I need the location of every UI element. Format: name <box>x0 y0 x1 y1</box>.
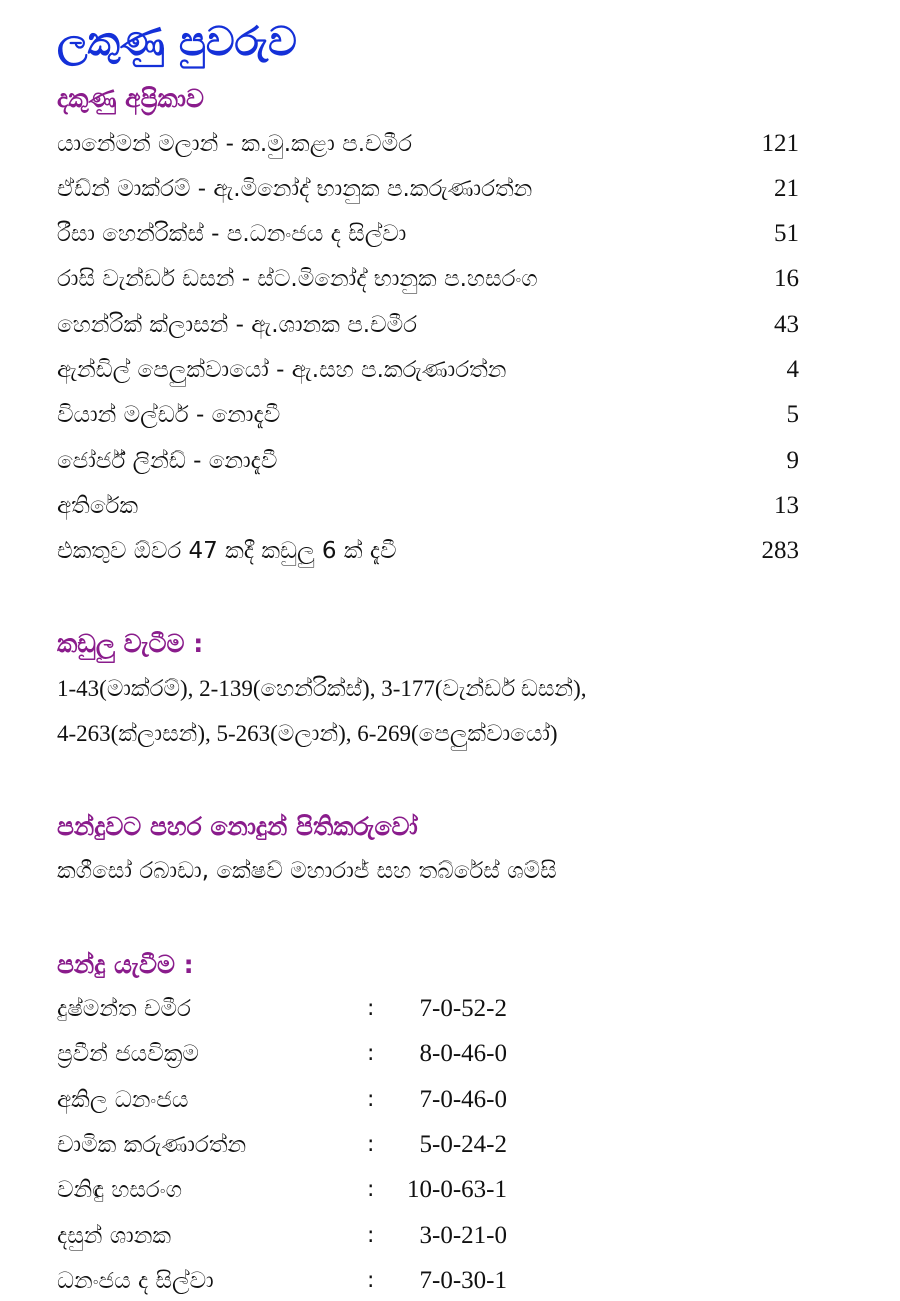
separator: : <box>367 996 375 1021</box>
bowling-row <box>57 1034 757 1074</box>
batter-runs: 16 <box>774 265 799 292</box>
bowling-row <box>57 989 757 1029</box>
batter-name: ජෝර්ජ් ලින්ඩ් - නොදැවී <box>57 448 278 474</box>
batter-runs: 121 <box>761 130 799 157</box>
bowling-heading: පන්දු යැවීම : <box>57 950 194 979</box>
fall-of-wickets-line: 1-43(මාක්රම්), 2-139(හෙන්රික්ස්), 3-177(වැන්ඩර් ඩසන්), <box>57 676 587 701</box>
total-label: එකතුව ඕවර 47 කදී කඩුලු 6 ක් දැවී <box>57 538 397 564</box>
bowler-name: ධනංජය ද සිල්වා <box>57 1268 214 1294</box>
total-runs: 283 <box>761 537 799 564</box>
separator: : <box>367 1268 375 1293</box>
separator: : <box>367 1087 375 1112</box>
bowler-figures: 5-0-24-2 <box>419 1131 507 1158</box>
bowler-name: චාමික කරුණාරත්න <box>57 1132 247 1158</box>
separator: : <box>367 1041 375 1066</box>
bowler-figures: 8-0-46-0 <box>419 1040 507 1067</box>
batting-row <box>57 259 799 299</box>
bowling-row <box>57 1080 757 1120</box>
separator: : <box>367 1132 375 1157</box>
batter-runs: 9 <box>786 447 799 474</box>
batter-name: වියාන් මල්ඩර් - නොදැවී <box>57 402 281 428</box>
batter-runs: 21 <box>774 175 799 202</box>
batting-row <box>57 441 799 481</box>
extras-row <box>57 486 799 526</box>
extras-label: අතිරේක <box>57 493 139 519</box>
batting-team-heading: දකුණු අප්‍රිකාව <box>57 84 205 113</box>
batting-row <box>57 214 799 254</box>
did-not-bat-heading: පන්දුවට පහර නොදුන් පිතිකරුවෝ <box>57 812 418 841</box>
batter-name: රීසා හෙන්රික්ස් - ප.ධනංජය ද සිල්වා <box>57 221 407 247</box>
batter-name: රාසි වැන්ඩර් ඩසන් - ස්ට.මිනෝද් භානුක ප.හසරංග <box>57 266 538 292</box>
bowler-figures: 7-0-52-2 <box>419 995 507 1022</box>
bowler-name: ප්‍රවීන් ජයවික්‍රම <box>57 1041 199 1067</box>
bowling-row <box>57 1170 757 1210</box>
batting-row <box>57 305 799 345</box>
batter-name: ඇන්ඩිල් පෙලුක්වායෝ - ඇ.සහ ප.කරුණාරත්න <box>57 357 507 383</box>
page-title: ලකුණු පුවරුව <box>57 19 297 65</box>
bowler-name: වනිඳු හසරංග <box>57 1177 183 1203</box>
bowler-name: අකිල ධනංජය <box>57 1087 189 1113</box>
batting-row <box>57 350 799 390</box>
bowling-row <box>57 1261 757 1301</box>
bowling-row <box>57 1125 757 1165</box>
bowler-figures: 10-0-63-1 <box>407 1176 507 1203</box>
separator: : <box>367 1223 375 1248</box>
bowler-figures: 7-0-46-0 <box>419 1086 507 1113</box>
batting-row <box>57 395 799 435</box>
fall-of-wickets-line: 4-263(ක්ලාසන්), 5-263(මලාන්), 6-269(පෙලුක්වායෝ) <box>57 721 558 746</box>
batting-row <box>57 169 799 209</box>
bowler-figures: 7-0-30-1 <box>419 1267 507 1294</box>
batter-runs: 51 <box>774 220 799 247</box>
did-not-bat-text: කගීසෝ රබාඩා, කේෂව් මහාරාජ් සහ තබ්රේස් ශම්සි <box>57 858 557 884</box>
bowler-name: දසුන් ශානක <box>57 1223 172 1249</box>
batter-name: හෙන්රික් ක්ලාසන් - ඇ.ශානක ප.චමීර <box>57 312 418 338</box>
bowler-figures: 3-0-21-0 <box>419 1222 507 1249</box>
separator: : <box>367 1177 375 1202</box>
fall-of-wickets-heading: කඩුලු වැටීම : <box>57 629 204 658</box>
batter-runs: 5 <box>786 401 799 428</box>
did-not-bat-text-row <box>57 851 799 891</box>
total-row <box>57 531 799 571</box>
batter-name: යානේමන් මලාන් - ක.මු.කළා ප.චමීර <box>57 131 413 157</box>
batting-row <box>57 124 799 164</box>
extras-runs: 13 <box>774 492 799 519</box>
bowler-name: දුෂ්මන්ත චමීර <box>57 996 191 1022</box>
batter-runs: 43 <box>774 311 799 338</box>
batter-name: ඒඩ්න් මාක්රම් - ඇ.මිනෝද් භානුක ප.කරුණාරත්න <box>57 176 533 202</box>
batter-runs: 4 <box>786 356 799 383</box>
bowling-row <box>57 1216 757 1256</box>
